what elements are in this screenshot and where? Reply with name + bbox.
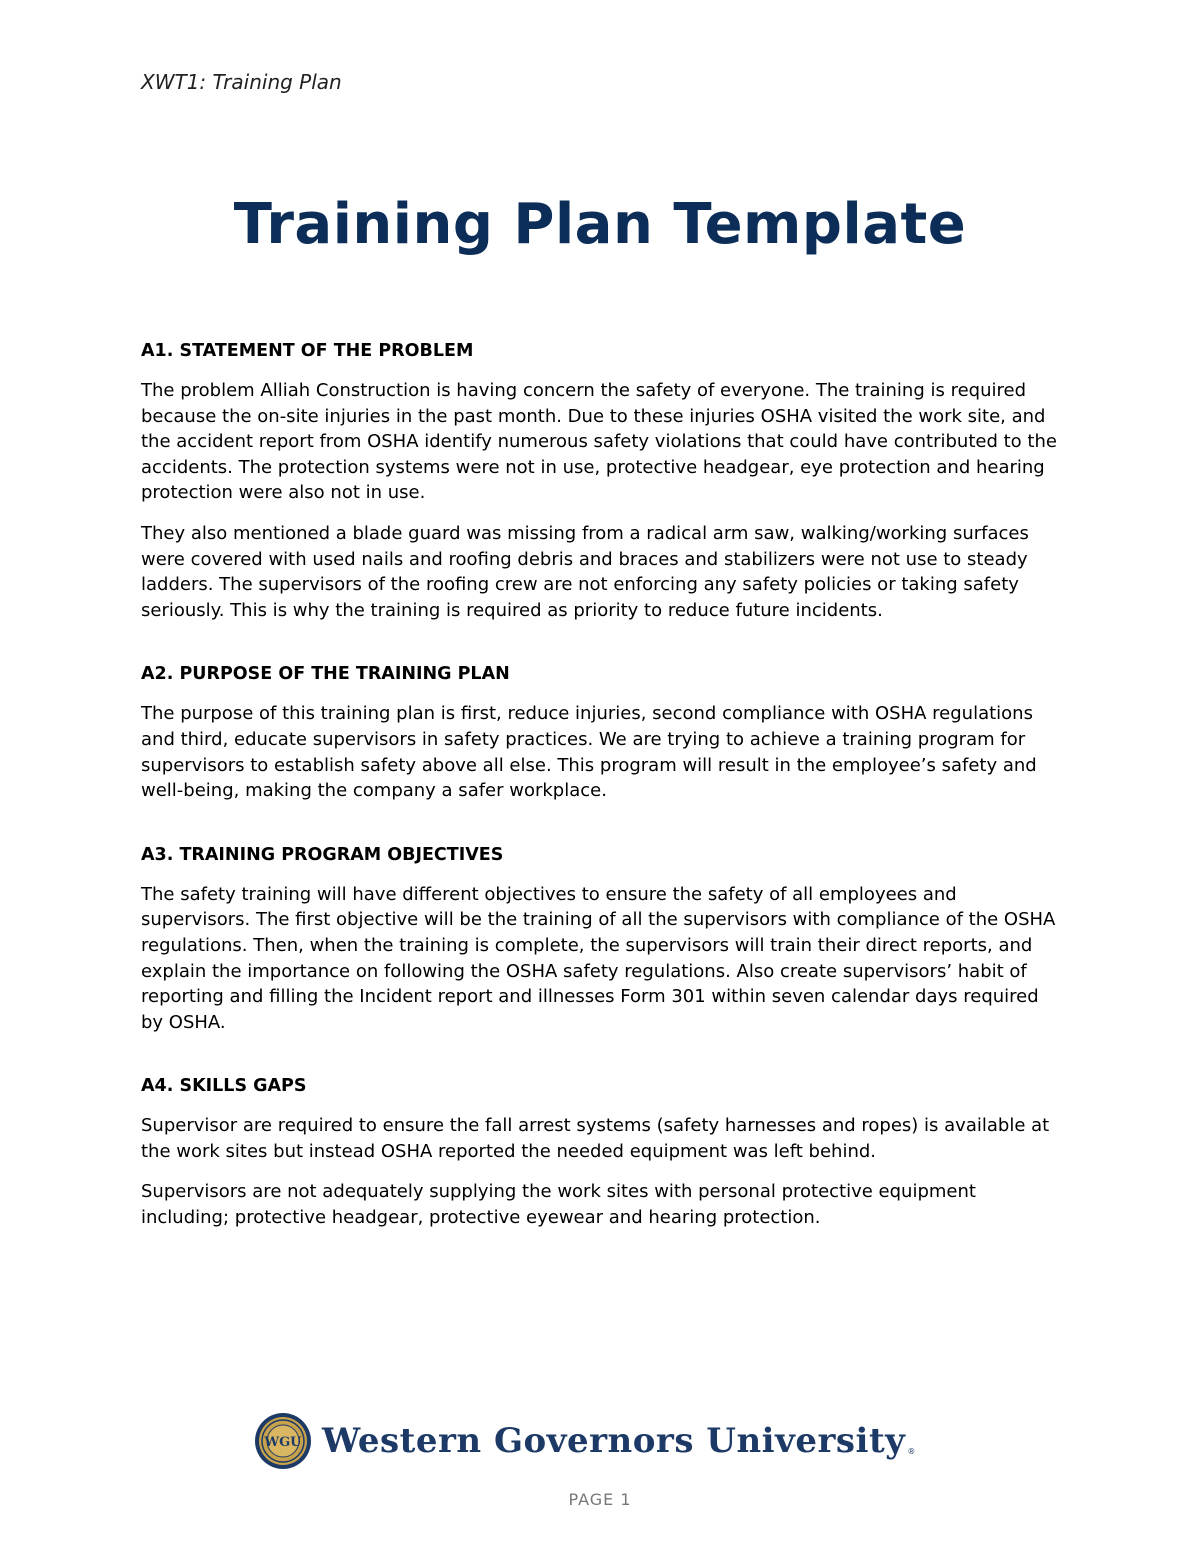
section-statement-of-problem [141,338,1061,623]
paragraph: The safety training will have different objectives to ensure the safety of all employees and supervisors. The first objective will be the training of all the supervisors with compliance of the OSHA regulations. Then, when the training is complete, the supervisors will train their direct reports, and explain the importance on following the OSHA safety regulations. Also create supervisors’ habit of reporting and filling the Incident report and illnesses Form 301 within seven calendar days required by OSHA. [141,883,1056,1033]
section-purpose [141,661,1061,803]
section-objectives [141,842,1061,1036]
wgu-logo [254,1410,915,1472]
section-heading: A1. STATEMENT OF THE PROBLEM [141,341,474,361]
section-heading: A3. TRAINING PROGRAM OBJECTIVES [141,844,504,865]
page-number: PAGE 1 [568,1490,632,1509]
paragraph: Supervisors are not adequately supplying the work sites with personal protective equipment including; protective headgear, protective eyewear and hearing protection. [141,1181,976,1229]
seal-text: WGU [264,1435,302,1450]
document-body [141,338,1061,1269]
trademark-mark: ® [907,1447,916,1456]
section-skills-gaps [141,1073,1061,1230]
paragraph: The purpose of this training plan is first, reduce injuries, second compliance with OSHA regulations and third, educate supervisors in safety practices. We are trying to achieve a training program for supervisors to establish safety above all else. This program will result in the employee’s safety and well-being, making the company a safer workplace. [141,703,1037,802]
section-heading: A4. SKILLS GAPS [141,1076,307,1097]
page-title: Training Plan Template [233,192,967,257]
logo-wordmark: Western Governors University [322,1421,906,1461]
university-seal-icon [254,1412,312,1470]
paragraph: The problem Alliah Construction is having concern the safety of everyone. The training is required because the on-site injuries in the past month. Due to these injuries OSHA visited the work site, and the accident report from OSHA identify numerous safety violations that could have contributed to the accidents. The protection systems were not in use, protective headgear, eye protection and hearing protection were also not in use. [141,380,1057,504]
paragraph: They also mentioned a blade guard was missing from a radical arm saw, walking/working surfaces were covered with used nails and roofing debris and braces and stabilizers were not use to steady ladders. The supervisors of the roofing crew are not enforcing any safety policies or taking safety seriously. This is why the training is required as priority to reduce future incidents. [141,522,1029,621]
paragraph: Supervisor are required to ensure the fall arrest systems (safety harnesses and ropes) is available at the work sites but instead OSHA reported the needed equipment was left behind. [141,1115,1050,1162]
section-heading: A2. PURPOSE OF THE TRAINING PLAN [141,664,510,685]
document-header: XWT1: Training Plan [141,70,342,94]
